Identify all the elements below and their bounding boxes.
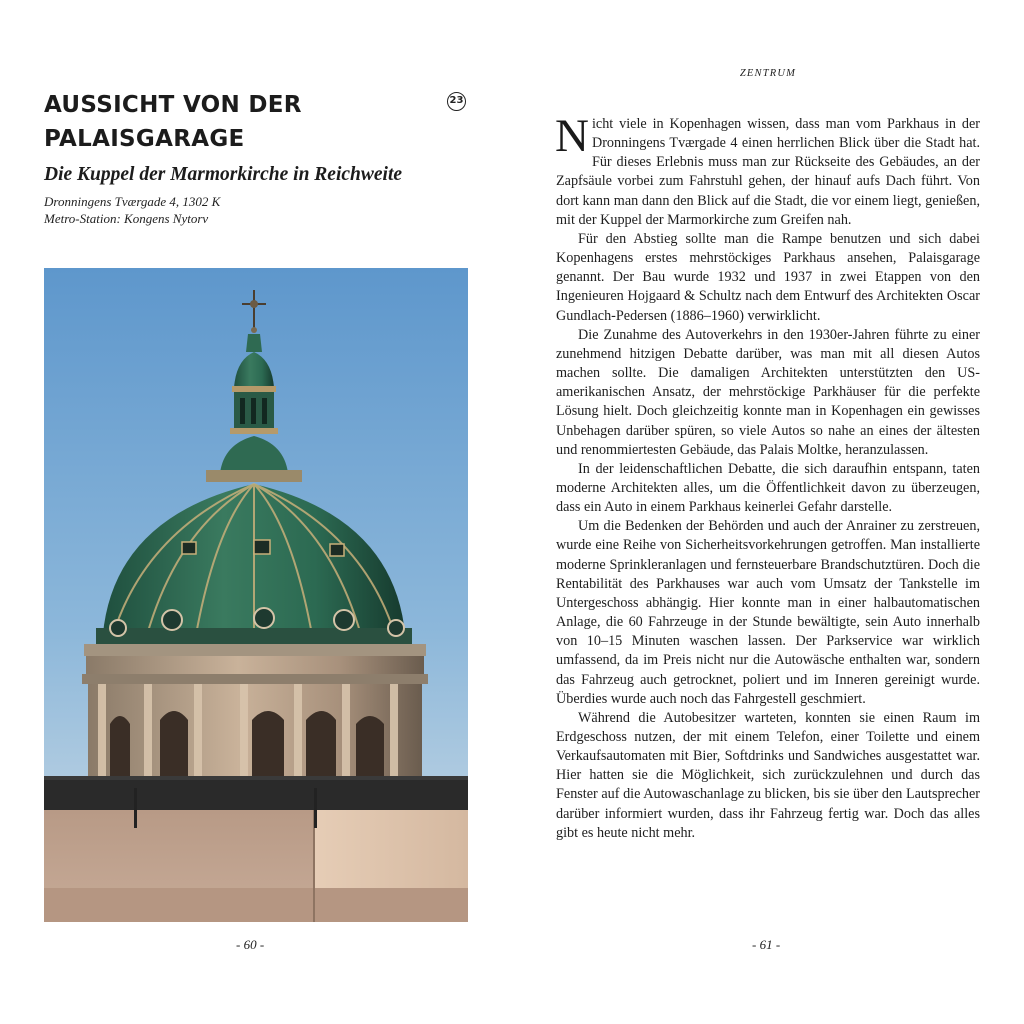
- street-address: Dronningens Tværgade 4, 1302 K: [44, 194, 221, 209]
- marble-church-dome-photo: [44, 268, 468, 922]
- drop-cap: N: [555, 110, 589, 162]
- page-subtitle: Die Kuppel der Marmorkirche in Reichweite: [44, 164, 403, 185]
- entry-number-badge: 23: [447, 92, 466, 111]
- address-block: [44, 193, 220, 227]
- metro-station: Metro-Station: Kongens Nytorv: [44, 211, 209, 226]
- paragraph-4: In der leidenschaftlichen Debatte, die sich daraufhin entspann, taten moderne Architekten alles, um die Öffentlichkeit davon zu überzeugen, dass ein Auto in einem Parkhaus keinerlei Gefahr darstelle.: [556, 460, 980, 516]
- paragraph-1: [555, 110, 980, 230]
- paragraph-5: Um die Bedenken der Behörden und auch der Anrainer zu zerstreuen, wurde eine Reihe von Sicherheitsvorkehrungen getroffen. Man installierte moderne Sprinkleranlagen und fernsteuerbare Brandschutztüren. Doch die Rentabilität des Parkhauses war auch vom Umsatz der Tankstelle im Untergeschoss abhängig. Hier konnte man in einer halbautomatischen Anlage, die 60 Fahrzeuge in der Stunde bewältigte, sein Auto innerhalb von 10–15 Minuten waschen lassen. Der Parkservice war wirklich umfassend, da im Preis nicht nur die Autowäsche enthalten war, sondern das Fahrzeug auch getrocknet, poliert und im Inneren gereinigt wurde. Überdies wurde auch noch das Fahrgestell geschmiert.: [556, 518, 980, 707]
- paragraph-3: Die Zunahme des Autoverkehrs in den 1930er-Jahren führte zu einer zunehmend hitzigen Debatte darüber, was man mit all diesen Autos machen sollte. Die damaligen Architekten unterstützten den US-amerikanischen Ansatz, der mehrstöckige Parkhäuser für die perfekte Lösung hielt. Doch gleichzeitig konnte man in Kopenhagen ein gewisses Unbehagen darüber spüren, so viele Autos so nahe an eines der ältesten und renommiertesten Gebäude, das Palais Moltke, heranzulassen.: [556, 326, 980, 458]
- right-page: [512, 0, 1024, 1024]
- page-title: AUSSICHT VON DER PALAISGARAGE: [44, 92, 302, 152]
- page-number-left: - 60 -: [236, 937, 265, 952]
- paragraph-1-text: icht viele in Kopenhagen wissen, dass man vom Parkhaus in der Dronningens Tværgade 4 einen herrlichen Blick über die Stadt hat. Für dieses Erlebnis muss man zur Rückseite des Gebäudes, an der Zapfsäule vorbei zum Fahrstuhl gehen, der hinauf aufs Dach führt. Von dort kann man dann den Blick auf die Stadt, die vor einem liegt, genießen, mit der Kuppel der Marmorkirche zum Greifen nah.: [556, 116, 980, 228]
- paragraph-6: Während die Autobesitzer warteten, konnten sie einen Raum im Erdgeschoss nutzen, der mit einem Telefon, einer Toilette und einem Verkaufsautomaten mit Bier, Softdrinks und Sandwiches ausgestattet war. Hier hatten sie die Möglichkeit, sich zurückzulehnen und durch das Fenster auf die Autowaschanlage zu blicken, bis sie über den Lautsprecher darüber informiert wurden, dass ihr Fahrzeug fertig war. Doch das alles gibt es heute nicht mehr.: [556, 709, 980, 841]
- article-body: [555, 110, 980, 843]
- page-number-right: - 61 -: [752, 937, 781, 952]
- paragraph-2: Für den Abstieg sollte man die Rampe benutzen und sich dabei Kopenhagens erstes mehrstöckiges Parkhaus ansehen, Palaisgarage genannt. Der Bau wurde 1932 und 1937 in zwei Etappen von den Ingenieuren Hojgaard & Schultz nach dem Entwurf des Architekten Oscar Gundlach-Pedersen (1886–1960) verwirklicht.: [556, 230, 980, 324]
- running-head: ZENTRUM: [739, 68, 797, 79]
